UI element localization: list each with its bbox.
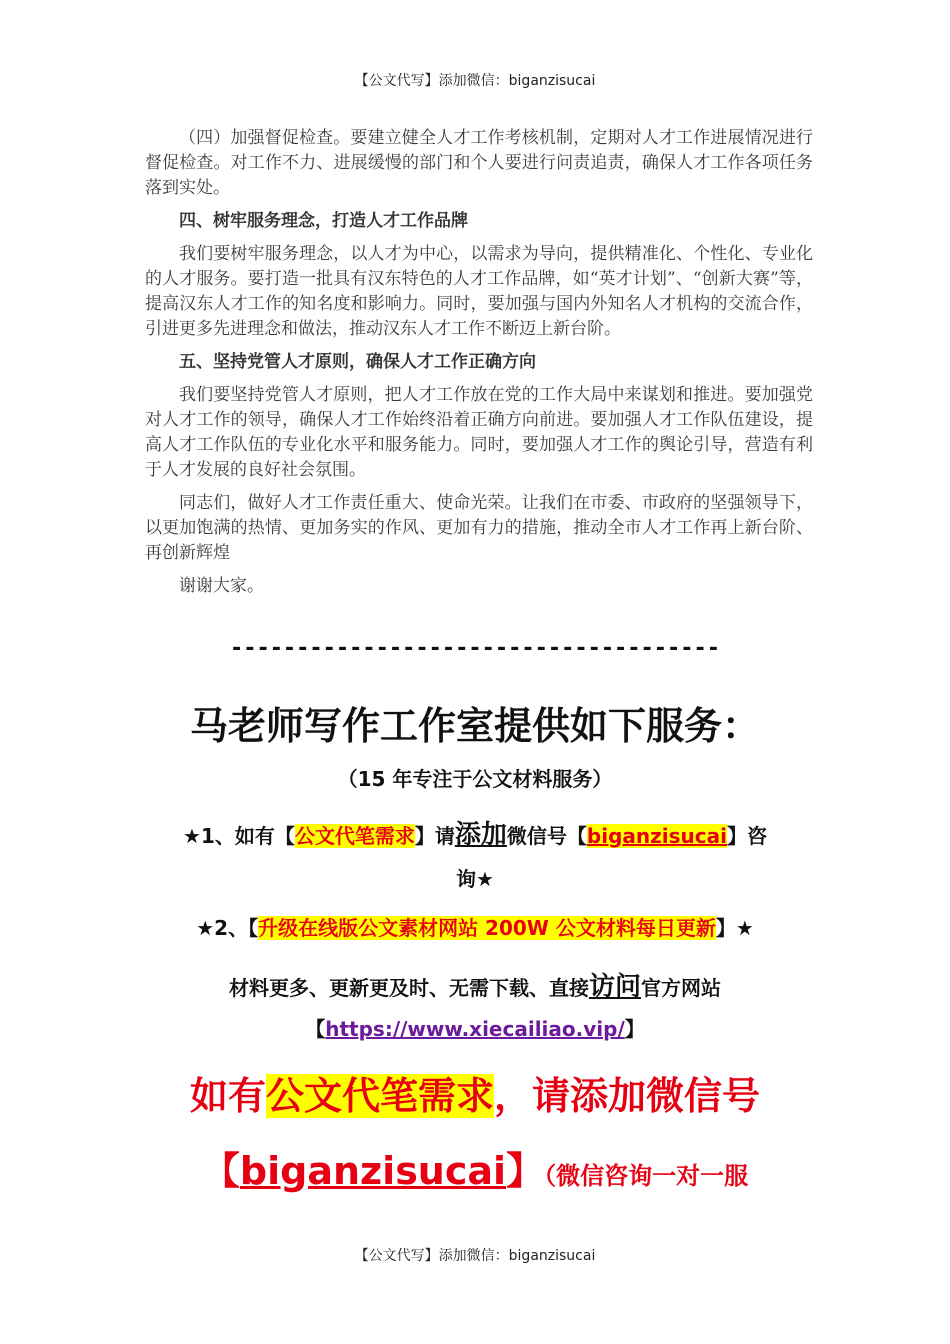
section-heading-5: 五、坚持党管人才原则，确保人才工作正确方向 <box>179 352 536 372</box>
ad-line-2-suffix: 】★ <box>715 916 754 940</box>
ad-big-2-wechat-id[interactable]: biganzisucai <box>239 1149 507 1193</box>
ad-line-3-site: 官方网站 <box>641 976 721 1000</box>
ad-line-2-prefix: ★2、【 <box>196 916 259 940</box>
paragraph-party: 我们要坚持党管人才原则，把人才工作放在党的工作大局中来谋划和推进。要加强党对人才工作的领导，确保人才工作始终沿着正确方向前进。要加强人才工作队伍建设，提高人才工作队伍的专业化水平和服务能力。同时，要加强人才工作的舆论引导，营造有利于人才发展的良好社会氛围。 <box>145 385 813 480</box>
ad-line-1-need: 公文代笔需求 <box>294 824 415 848</box>
ad-big-line-2 <box>0 1140 950 1195</box>
document-body <box>145 126 813 607</box>
ad-line-4-open: 【 <box>305 1017 326 1041</box>
ad-line-3-text: 材料更多、更新更及时、无需下载、直接 <box>228 976 589 1000</box>
ad-title: 马老师写作工作室提供如下服务： <box>189 704 760 748</box>
paragraph-supervision: （四）加强督促检查。要建立健全人才工作考核机制，定期对人才工作进展情况进行督促检查。对工作不力、进展缓慢的部门和个人要进行问责追责，确保人才工作各项任务落到实处。 <box>145 128 813 198</box>
ad-line-1 <box>0 814 950 851</box>
ad-line-4 <box>0 1013 950 1042</box>
ad-line-3-visit: 访问 <box>588 972 641 1002</box>
ad-line-2 <box>0 912 950 941</box>
ad-big-1-need: 公文代笔需求 <box>265 1074 494 1118</box>
ad-line-3 <box>0 966 950 1003</box>
ad-big-1-prefix: 如有 <box>189 1074 266 1118</box>
ad-big-2-note: （微信咨询一对一服 <box>544 1162 749 1190</box>
paragraph-closing: 同志们，做好人才工作责任重大、使命光荣。让我们在市委、市政府的坚强领导下，以更加饱满的热情、更加务实的作风、更加有力的措施，推动全市人才工作再上新台阶、再创新辉煌 <box>145 493 813 563</box>
paragraph-thanks: 谢谢大家。 <box>179 576 264 596</box>
page-header: 【公文代写】添加微信：biganzisucai <box>354 73 596 89</box>
ad-big-2-open: 【 <box>201 1149 240 1193</box>
ad-subtitle: （15 年专注于公文材料服务） <box>337 767 613 791</box>
ad-line-1-suffix: 】咨 <box>726 824 767 848</box>
ad-line-4-close: 】 <box>624 1017 645 1041</box>
ad-line-1-cont: 询★ <box>456 867 494 891</box>
ad-line-1-wechat-label: 微信号【 <box>506 824 587 848</box>
ad-line-1-add: 添加 <box>454 820 507 850</box>
page-footer: 【公文代写】添加微信：biganzisucai <box>354 1248 596 1264</box>
ad-big-2-close: 】 <box>506 1149 545 1193</box>
ad-line-1-wechat-id[interactable]: biganzisucai <box>586 824 727 848</box>
separator-line: ------------------------------------- <box>229 636 721 661</box>
website-link[interactable]: https://www.xiecailiao.vip/ <box>325 1017 625 1041</box>
ad-line-2-highlight: 升级在线版公文素材网站 200W 公文材料每日更新 <box>258 916 716 940</box>
paragraph-service: 我们要树牢服务理念，以人才为中心，以需求为导向，提供精准化、个性化、专业化的人才服务。要打造一批具有汉东特色的人才工作品牌，如“英才计划”、“创新大赛”等，提高汉东人才工作的知名度和影响力。同时，要加强与国内外知名人才机构的交流合作，引进更多先进理念和做法，推动汉东人才工作不断迈上新台阶。 <box>145 244 813 339</box>
ad-line-1-prefix: ★1、如有【 <box>183 824 295 848</box>
ad-line-1-mid: 】请 <box>414 824 455 848</box>
ad-big-1-suffix: ，请添加微信号 <box>494 1074 761 1118</box>
section-heading-4: 四、树牢服务理念，打造人才工作品牌 <box>179 211 468 231</box>
ad-big-line-1 <box>0 1065 950 1120</box>
